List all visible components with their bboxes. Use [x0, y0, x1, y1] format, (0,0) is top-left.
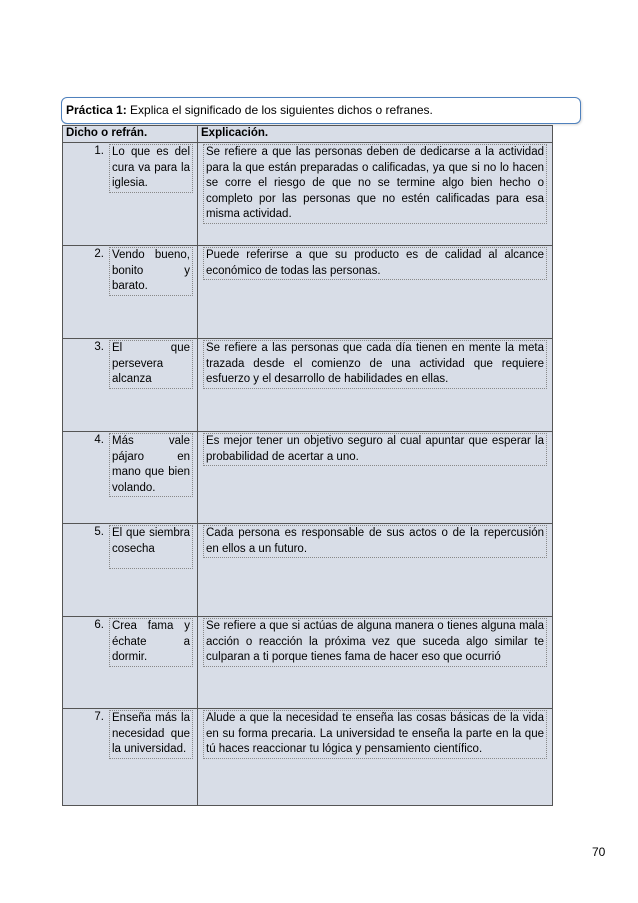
table-row — [63, 617, 553, 709]
proverb-cell — [63, 709, 198, 806]
proverb-cell — [63, 524, 198, 617]
table-row — [63, 432, 553, 524]
instruction-body: Explica el significado de los siguientes dichos o refranes. — [126, 103, 433, 117]
explanation-cell — [198, 246, 553, 339]
table-row — [63, 246, 553, 339]
explanation-text: Se refiere a que si actúas de alguna manera o tienes alguna mala acción o reacción la próxima vez que suceda algo similar te culparan a ti porque tienes fama de hacer eso que ocurrió — [203, 618, 547, 667]
proverb-text: Más vale pájaro en mano que bien volando. — [109, 433, 193, 497]
table-row — [63, 524, 553, 617]
item-number: 3. — [94, 341, 104, 353]
proverb-text: Lo que es del cura va para la iglesia. — [109, 144, 193, 193]
page-number: 70 — [592, 845, 606, 859]
explanation-cell — [198, 339, 553, 432]
proverb-cell — [63, 339, 198, 432]
proverb-text: Crea fama y échate a dormir. — [109, 618, 193, 667]
proverb-text: Vendo bueno, bonito y barato. — [109, 247, 193, 296]
header-proverb: Dicho o refrán. — [63, 126, 198, 143]
proverb-cell — [63, 432, 198, 524]
item-number: 4. — [94, 434, 104, 446]
instruction-box — [61, 97, 581, 124]
item-number: 7. — [94, 711, 104, 723]
table-row — [63, 143, 553, 246]
explanation-text: Se refiere a que las personas deben de dedicarse a la actividad para la que están preparadas o calificadas, ya que si no lo hacen se corre el riesgo de que no se termine algo bien hecho o completo por las personas que no estén calificadas para esa misma actividad. — [203, 144, 547, 224]
item-number: 6. — [94, 619, 104, 631]
item-number: 2. — [94, 248, 104, 260]
explanation-cell — [198, 617, 553, 709]
proverbs-table — [62, 125, 553, 806]
explanation-text: Alude a que la necesidad te enseña las cosas básicas de la vida en su forma precaria. La universidad te enseña la parte en la que tú haces reaccionar tu lógica y pensamiento científico. — [203, 710, 547, 759]
item-number: 5. — [94, 526, 104, 538]
proverb-cell — [63, 246, 198, 339]
explanation-cell — [198, 524, 553, 617]
proverb-cell — [63, 143, 198, 246]
proverb-text: El que persevera alcanza — [109, 340, 193, 389]
explanation-text: Es mejor tener un objetivo seguro al cual apuntar que esperar la probabilidad de acertar a uno. — [203, 433, 547, 466]
explanation-cell — [198, 143, 553, 246]
explanation-cell — [198, 709, 553, 806]
proverb-text: El que siembra cosecha — [109, 525, 193, 569]
header-explanation: Explicación. — [198, 126, 553, 143]
proverb-cell — [63, 617, 198, 709]
table-row — [63, 709, 553, 806]
explanation-cell — [198, 432, 553, 524]
instruction-text — [66, 103, 433, 117]
explanation-text: Se refiere a las personas que cada día tienen en mente la meta trazada desde el comienzo de una actividad que requiere esfuerzo y el desarrollo de habilidades en ellas. — [203, 340, 547, 389]
instruction-label: Práctica 1: — [66, 103, 127, 117]
proverb-text: Enseña más la necesidad que la universidad. — [109, 710, 193, 759]
explanation-text: Puede referirse a que su producto es de calidad al alcance económico de todas las personas. — [203, 247, 547, 280]
table-header-row — [63, 126, 553, 143]
table-row — [63, 339, 553, 432]
item-number: 1. — [94, 145, 104, 157]
explanation-text: Cada persona es responsable de sus actos o de la repercusión en ellos a un futuro. — [203, 525, 547, 558]
